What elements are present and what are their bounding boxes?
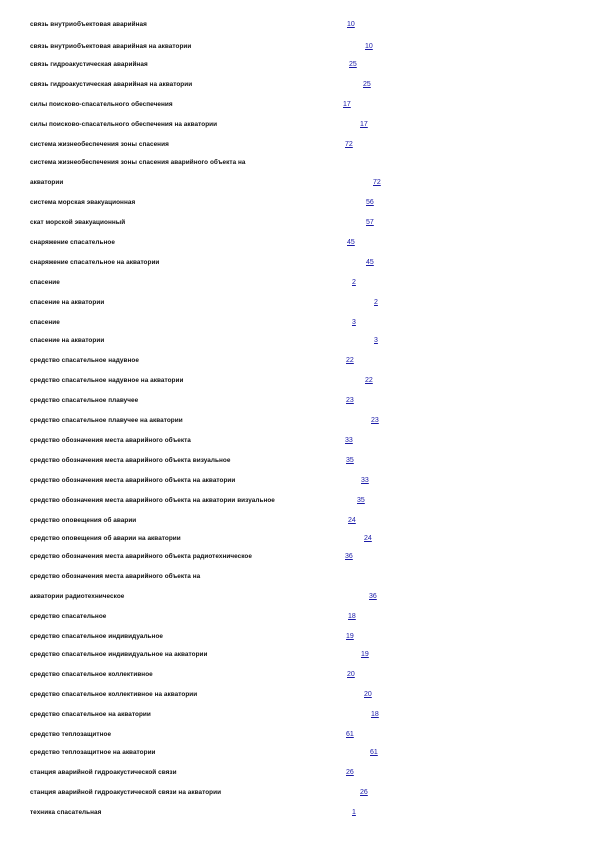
- index-term: средство спасательное: [30, 613, 107, 620]
- index-term: средство обозначения места аварийного объекта на акватории визуальное: [30, 497, 275, 504]
- index-entry: [30, 296, 590, 310]
- page-number-link[interactable]: 18: [371, 711, 379, 718]
- index-entry: [30, 40, 590, 54]
- index-term: силы поисково-спасательного обеспечения на акватории: [30, 121, 218, 128]
- index-entry: [30, 58, 590, 72]
- index-term: спасение: [30, 319, 60, 326]
- index-term: средство теплозащитное на акватории: [30, 749, 156, 756]
- page-number-link[interactable]: 10: [347, 21, 355, 28]
- index-entry: [30, 236, 590, 250]
- page-number-link[interactable]: 19: [346, 633, 354, 640]
- index-entry: [30, 746, 590, 760]
- page-number-link[interactable]: 22: [346, 357, 354, 364]
- index-entry: [30, 550, 590, 564]
- index-term: акватории: [30, 179, 64, 186]
- page-number-link[interactable]: 18: [348, 613, 356, 620]
- index-term: система морская эвакуационная: [30, 199, 136, 206]
- page-number-link[interactable]: 33: [345, 437, 353, 444]
- page-number-link[interactable]: 10: [365, 43, 373, 50]
- index-term: техника спасательная: [30, 809, 102, 816]
- index-entry: [30, 590, 590, 604]
- page-number-link[interactable]: 2: [352, 279, 356, 286]
- page-number-link[interactable]: 72: [373, 179, 381, 186]
- index-term: средство спасательное коллективное: [30, 671, 153, 678]
- index-term: средство оповещения об аварии: [30, 517, 137, 524]
- index-term: средство спасательное индивидуальное: [30, 633, 164, 640]
- page-number-link[interactable]: 26: [346, 769, 354, 776]
- index-term: средство обозначения места аварийного объекта визуальное: [30, 457, 231, 464]
- page-number-link[interactable]: 35: [346, 457, 354, 464]
- index-term: средство обозначения места аварийного объекта на акватории: [30, 477, 236, 484]
- index-entry: [30, 334, 590, 348]
- index-entry: [30, 394, 590, 408]
- index-entry: [30, 630, 590, 644]
- index-term: снаряжение спасательное: [30, 239, 115, 246]
- index-entry: [30, 216, 590, 230]
- index-entry: [30, 156, 590, 170]
- index-term: спасение: [30, 279, 60, 286]
- index-entry: [30, 78, 590, 92]
- index-entry: [30, 196, 590, 210]
- page-number-link[interactable]: 24: [348, 517, 356, 524]
- index-term: средство теплозащитное: [30, 731, 112, 738]
- index-entry: [30, 610, 590, 624]
- page-number-link[interactable]: 35: [357, 497, 365, 504]
- page-number-link[interactable]: 26: [360, 789, 368, 796]
- index-entry: [30, 766, 590, 780]
- page-number-link[interactable]: 1: [352, 809, 356, 816]
- index-entry: [30, 256, 590, 270]
- index-entry: [30, 354, 590, 368]
- index-term: связь гидроакустическая аварийная: [30, 61, 148, 68]
- index-entry: [30, 138, 590, 152]
- index-entry: [30, 18, 590, 32]
- page-number-link[interactable]: 57: [366, 219, 374, 226]
- index-entry: [30, 728, 590, 742]
- index-term: связь внутриобъектовая аварийная на акватории: [30, 43, 192, 50]
- index-entry: [30, 454, 590, 468]
- page-number-link[interactable]: 33: [361, 477, 369, 484]
- index-term: средство оповещения об аварии на акватории: [30, 535, 181, 542]
- page-number-link[interactable]: 3: [374, 337, 378, 344]
- page-number-link[interactable]: 36: [369, 593, 377, 600]
- index-entry: [30, 532, 590, 546]
- page-number-link[interactable]: 25: [349, 61, 357, 68]
- index-entry: [30, 648, 590, 662]
- index-entry: [30, 414, 590, 428]
- page-number-link[interactable]: 19: [361, 651, 369, 658]
- index-term: средство спасательное плавучее на акватории: [30, 417, 183, 424]
- index-entry: [30, 688, 590, 702]
- index-term: средство спасательное надувное: [30, 357, 139, 364]
- index-term: система жизнеобеспечения зоны спасения: [30, 141, 169, 148]
- index-term: средство обозначения места аварийного объекта на: [30, 573, 201, 580]
- index-entry: [30, 474, 590, 488]
- page-number-link[interactable]: 36: [345, 553, 353, 560]
- index-term: средство спасательное на акватории: [30, 711, 151, 718]
- page-number-link[interactable]: 2: [374, 299, 378, 306]
- index-entry: [30, 176, 590, 190]
- index-term: снаряжение спасательное на акватории: [30, 259, 160, 266]
- page-number-link[interactable]: 20: [364, 691, 372, 698]
- index-term: акватории радиотехническое: [30, 593, 125, 600]
- page-number-link[interactable]: 23: [371, 417, 379, 424]
- index-term: силы поисково-спасательного обеспечения: [30, 101, 173, 108]
- index-term: связь внутриобъектовая аварийная: [30, 21, 147, 28]
- page-number-link[interactable]: 25: [363, 81, 371, 88]
- index-term: спасение на акватории: [30, 299, 105, 306]
- page-number-link[interactable]: 72: [345, 141, 353, 148]
- page-number-link[interactable]: 61: [346, 731, 354, 738]
- index-entry: [30, 708, 590, 722]
- index-term: система жизнеобеспечения зоны спасения аварийного объекта на: [30, 159, 246, 166]
- index-entry: [30, 118, 590, 132]
- index-entry: [30, 374, 590, 388]
- index-entry: [30, 786, 590, 800]
- index-term: средство спасательное индивидуальное на акватории: [30, 651, 208, 658]
- page-number-link[interactable]: 61: [370, 749, 378, 756]
- index-entry: [30, 494, 590, 508]
- index-entry: [30, 514, 590, 528]
- index-entry: [30, 98, 590, 112]
- page-number-link[interactable]: 3: [352, 319, 356, 326]
- index-term: станция аварийной гидроакустической связи на акватории: [30, 789, 222, 796]
- index-entry: [30, 276, 590, 290]
- index-term: средство обозначения места аварийного объекта: [30, 437, 191, 444]
- page-number-link[interactable]: 56: [366, 199, 374, 206]
- page-number-link[interactable]: 23: [346, 397, 354, 404]
- index-entry: [30, 668, 590, 682]
- page-number-link[interactable]: 45: [366, 259, 374, 266]
- page-number-link[interactable]: 22: [365, 377, 373, 384]
- index-entry: [30, 806, 590, 820]
- index-term: средство спасательное плавучее: [30, 397, 139, 404]
- page-number-link[interactable]: 24: [364, 535, 372, 542]
- index-entry: [30, 316, 590, 330]
- index-entry: [30, 434, 590, 448]
- index-term: станция аварийной гидроакустической связи: [30, 769, 177, 776]
- index-term: средство спасательное коллективное на акватории: [30, 691, 198, 698]
- index-term: спасение на акватории: [30, 337, 105, 344]
- page-number-link[interactable]: 17: [343, 101, 351, 108]
- index-term: скат морской эвакуационный: [30, 219, 126, 226]
- page-number-link[interactable]: 17: [360, 121, 368, 128]
- page-number-link[interactable]: 20: [347, 671, 355, 678]
- index-term: средство спасательное надувное на акватории: [30, 377, 184, 384]
- index-entry: [30, 570, 590, 584]
- index-term: средство обозначения места аварийного объекта радиотехническое: [30, 553, 252, 560]
- page-number-link[interactable]: 45: [347, 239, 355, 246]
- index-term: связь гидроакустическая аварийная на акватории: [30, 81, 193, 88]
